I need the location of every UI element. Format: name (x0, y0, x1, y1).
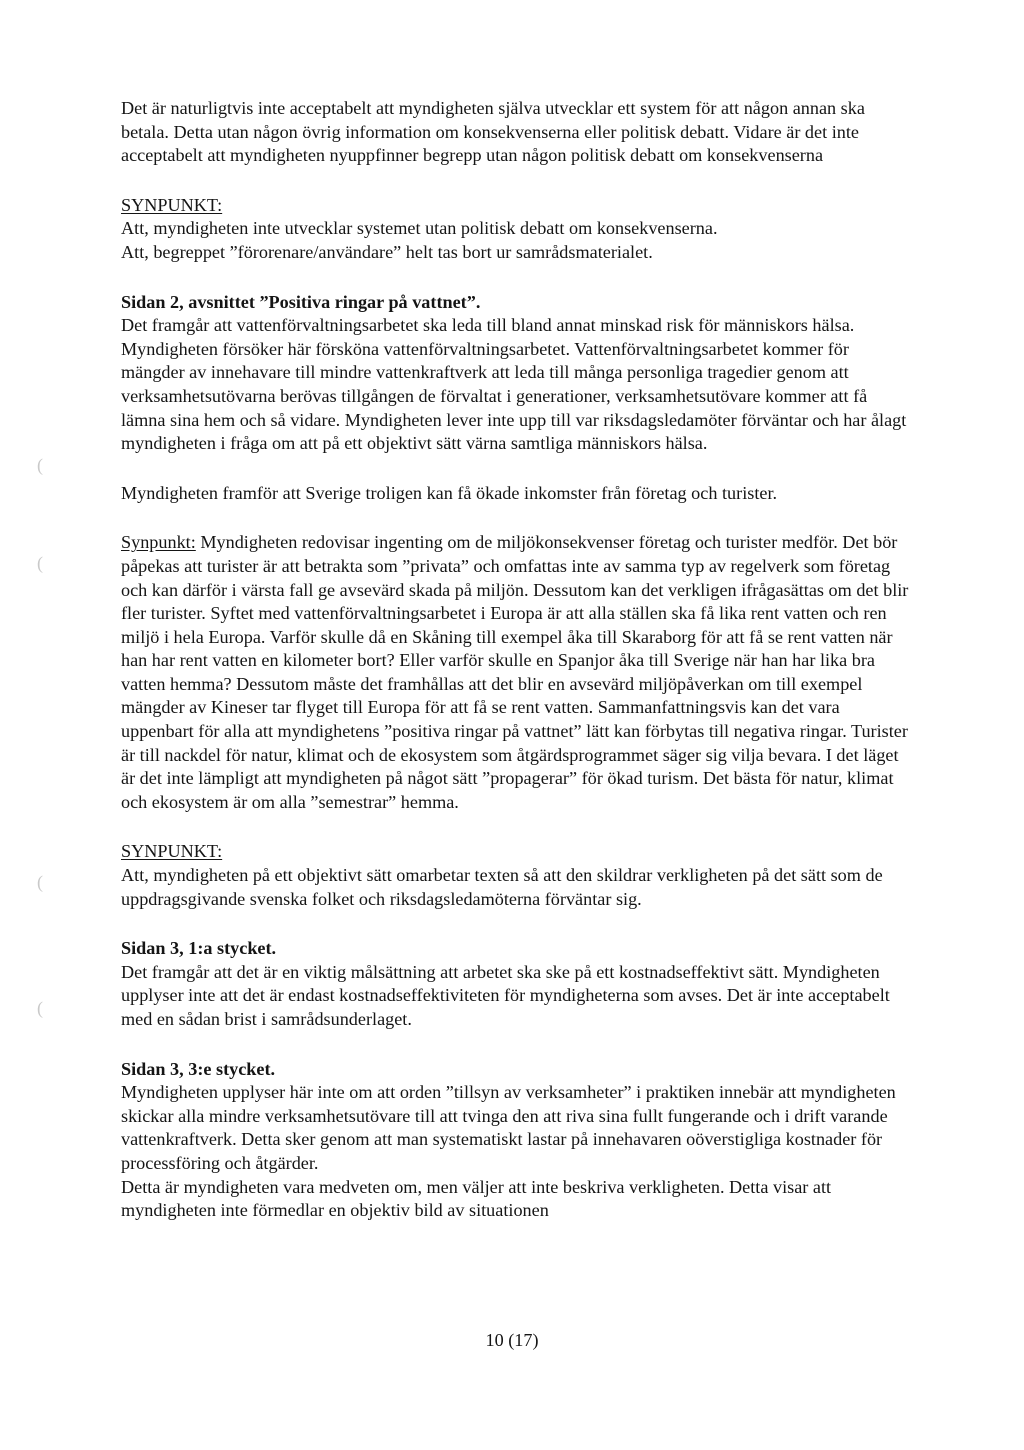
synpunkt-text: Myndigheten redovisar ingenting om de miljökonsekvenser företag och turister medför. Det bör påpekas att turister är att betrakta som ”privata” och omfattas inte av samma typ av regelverk som företag och kan därför i värsta fall ge avsevärd skada på miljön. Dessutom kan det verkligen ifrågasättas om det blir fler turister. Syftet med vattenförvaltningsarbetet i Europa är att alla ställen ska få lika rent vatten och ren miljö i hela Europa. Varför skulle då en Skåning till exempel åka till Skaraborg för att få se rent vatten när han har rent vatten en kilometer bort? Eller varför skulle en Spanjor åka till Sverige när han har lika bra vatten hemma? Dessutom måste det framhållas att det blir en avsevärd miljöpåverkan om till exempel mängder av Kineser tar flyget till Europa för att få se rent vatten. Sammanfattningsvis kan det vara uppenbart för alla att myndighetens ”positiva ringar på vattnet” lätt kan förbytas till negativa ringar. Turister är till nackdel för natur, klimat och de ekosystem som åtgärdsprogrammet säger sig vilja bevara. I det läget är det inte lämpligt att myndigheten på något sätt ”propagerar” för ökad turism. Det bästa för natur, klimat och ekosystem är om alla ”semestrar” hemma. (121, 532, 909, 812)
synpunkt-paragraph: Att, myndigheten på ett objektivt sätt omarbetar texten så att den skildrar verkligheten på det sätt som de uppdragsgivande svenska folket och riksdagsledamöterna förväntar sig. (121, 865, 883, 909)
synpunkt-heading: SYNPUNKT: (121, 841, 223, 862)
section-paragraph: Myndigheten framför att Sverige troligen kan få ökade inkomster från företag och turister. (121, 482, 778, 503)
margin-bracket-mark: ( (37, 553, 43, 573)
section-paragraph: Det framgår att vattenförvaltningsarbetet ska leda till bland annat minskad risk för människors hälsa. Myndigheten försöker här försköna vattenförvaltningsarbetet. Vattenförvaltningsarbetet kommer för mängder av innehavare till mindre vattenkraftverk att leda till många personliga tragedier genom att verksamhetsutövarna berövas tillgången de förvaltat i generationer, verksamhetsutövare kommer att få lämna sina hem och så vidare. Myndigheten lever inte upp till var riksdagsledamöter förväntar och har ålagt myndigheten i fråga om att på ett objektivt sätt värna samtliga människors hälsa. (121, 315, 907, 454)
synpunkt-line: Att, begreppet ”förorenare/användare” helt tas bort ur samrådsmaterialet. (121, 241, 653, 262)
section-heading: Sidan 3, 1:a stycket. (121, 938, 277, 959)
synpunkt-heading: SYNPUNKT: (121, 194, 223, 215)
margin-bracket-mark: ( (37, 872, 43, 892)
synpunkt-label: Synpunkt: (121, 532, 196, 553)
section-heading: Sidan 3, 3:e stycket. (121, 1058, 276, 1079)
synpunkt-paragraph (121, 531, 911, 814)
margin-bracket-mark: ( (37, 998, 43, 1018)
margin-bracket-mark: ( (37, 455, 43, 475)
section-paragraph: Myndigheten upplyser här inte om att orden ”tillsyn av verksamheter” i praktiken innebär att myndigheten skickar alla mindre verksamhetsutövare till att tvinga den att riva sina fullt fungerande och i drift varande vattenkraftverk. Detta sker genom att man systematiskt lastar på innehavaren oöverstigliga kostnader för processföring och åtgärder. (121, 1082, 896, 1173)
section-paragraph: Det framgår att det är en viktig målsättning att arbetet ska ske på ett kostnadseffektivt sätt. Myndigheten upplyser inte att det är endast kostnadseffektiviteten för myndigheterna som avses. Det är inte acceptabelt med en sådan brist i samrådsunderlaget. (121, 961, 890, 1029)
document-body (121, 97, 911, 1223)
intro-paragraph: Det är naturligtvis inte acceptabelt att myndigheten själva utvecklar ett system för att någon annan ska betala. Detta utan någon övrig information om konsekvenserna eller politisk debatt. Vidare är det inte acceptabelt att myndigheten nyuppfinner begrepp utan någon politisk debatt om konsekvenserna (121, 98, 865, 166)
section-heading: Sidan 2, avsnittet ”Positiva ringar på vattnet”. (121, 291, 481, 312)
synpunkt-line: Att, myndigheten inte utvecklar systemet utan politisk debatt om konsekvenserna. (121, 218, 718, 239)
page-number: 10 (17) (485, 1330, 539, 1350)
section-paragraph: Detta är myndigheten vara medveten om, men väljer att inte beskriva verkligheten. Detta visar att myndigheten inte förmedlar en objektiv bild av situationen (121, 1176, 832, 1221)
